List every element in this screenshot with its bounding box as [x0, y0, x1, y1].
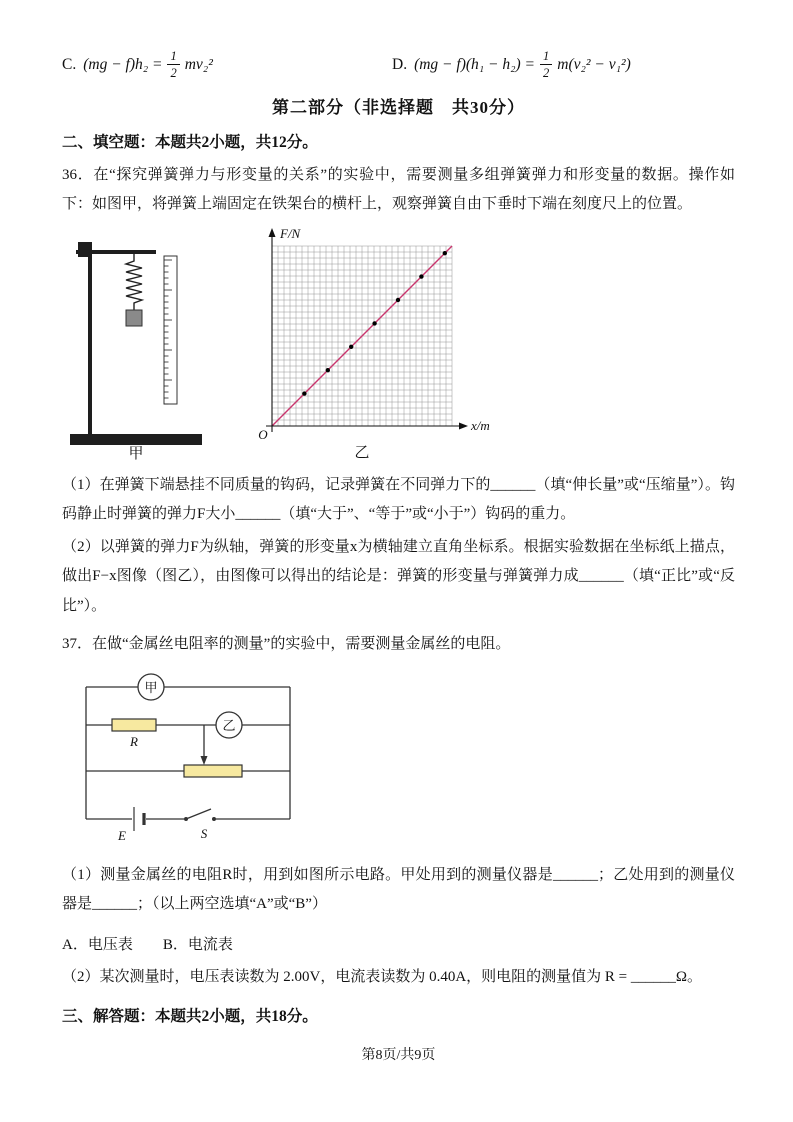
y-axis-arrow	[269, 228, 276, 237]
q37-part2: （2）某次测量时，电压表读数为 2.00V，电流表读数为 0.40A，则电阻的测量值为 R = ______Ω。	[62, 968, 703, 985]
hanging-weight	[126, 310, 142, 326]
spring-apparatus-figure	[64, 224, 214, 462]
option-d-formula	[392, 50, 631, 79]
clamp-block	[78, 242, 92, 257]
choice-formulas-row	[62, 50, 735, 79]
fraction-denominator: 2	[170, 65, 177, 80]
fraction-numerator: 1	[170, 49, 177, 63]
option-c-lhs: (mg − f)h₂ =	[83, 55, 163, 73]
fraction-denominator: 2	[543, 65, 550, 80]
resistor-label: R	[130, 734, 138, 749]
q36-figures	[64, 224, 735, 462]
q37-meter-options: A．电压表 B．电流表	[62, 936, 233, 953]
origin-label: O	[258, 426, 268, 442]
option-d-rhs: m(v₂² − v₁²)	[557, 55, 631, 73]
y-axis-label: F/N	[280, 225, 301, 241]
switch-label: S	[200, 826, 208, 841]
fraction-bar	[167, 64, 179, 65]
q36-part2: （2）以弹簧的弹力F为纵轴，弹簧的形变量x为横轴建立直角坐标系。根据实验数据在坐标纸上描点，做出F−x图像（图乙），由图像可以得出的结论是：弹簧的形变量与弹簧弹力成______（填“正比”或“反比”）。	[62, 539, 735, 614]
q37-stem: 37．在做“金属丝电阻率的测量”的实验中，需要测量金属丝的电阻。	[62, 635, 511, 652]
figure-label-yi: 乙	[354, 444, 370, 461]
circuit-figure-wrap	[64, 667, 735, 852]
option-c-label: C.	[62, 55, 77, 73]
section-answer-title: 三、解答题：本题共2小题，共18分。	[62, 1007, 318, 1025]
rheostat-box	[184, 765, 242, 777]
circuit-diagram	[64, 667, 316, 847]
battery-label: E	[118, 828, 126, 843]
option-c-fraction	[167, 50, 179, 79]
option-c-formula	[62, 50, 392, 79]
meter-yi-label: 乙	[222, 718, 236, 733]
meter-jia-label: 甲	[144, 680, 158, 695]
q36-stem: 36．在“探究弹簧弹力与形变量的关系”的实验中，需要测量多组弹簧弹力和形变量的数据。操作如下：如图甲，将弹簧上端固定在铁架台的横杆上，观察弹簧自由下垂时下端在刻度尺上的位置。	[62, 167, 735, 213]
q36-part1: （1）在弹簧下端悬挂不同质量的钩码，记录弹簧在不同弹力下的______（填“伸长量”或“压缩量”）。钩码静止时弹簧的弹力F大小______（填“大于”、“等于”或“小于”）钩码的重力。	[62, 476, 735, 522]
option-d-fraction	[540, 50, 552, 79]
fraction-bar	[540, 64, 552, 65]
spring-coil	[126, 254, 142, 310]
switch-lever	[186, 809, 211, 819]
force-extension-graph	[250, 224, 498, 462]
stand-pole	[88, 246, 92, 436]
q37-part1: （1）测量金属丝的电阻R时，用到如图所示电路。甲处用到的测量仪器是______；乙处用到的测量仪器是______；（以上两空选填“A”或“B”）	[62, 867, 735, 913]
rheostat-slider-arrow	[201, 756, 208, 765]
option-d-lhs: (mg − f)(h₁ − h₂) =	[414, 55, 536, 73]
section-fill-title: 二、填空题：本题共2小题，共12分。	[62, 134, 318, 151]
x-axis-arrow	[459, 422, 468, 429]
part2-header: 第二部分（非选择题 共30分）	[272, 98, 525, 117]
resistor-box	[112, 719, 156, 731]
circuit-wires	[86, 687, 290, 819]
figure-label-jia: 甲	[128, 445, 144, 462]
x-axis-label: x/m	[471, 417, 490, 433]
page-footer: 第8页/共9页	[361, 1047, 436, 1063]
option-c-rhs: mv₂²	[184, 55, 213, 73]
option-d-label: D.	[392, 55, 408, 73]
fraction-numerator: 1	[543, 49, 550, 63]
switch-contact-right	[212, 817, 216, 821]
